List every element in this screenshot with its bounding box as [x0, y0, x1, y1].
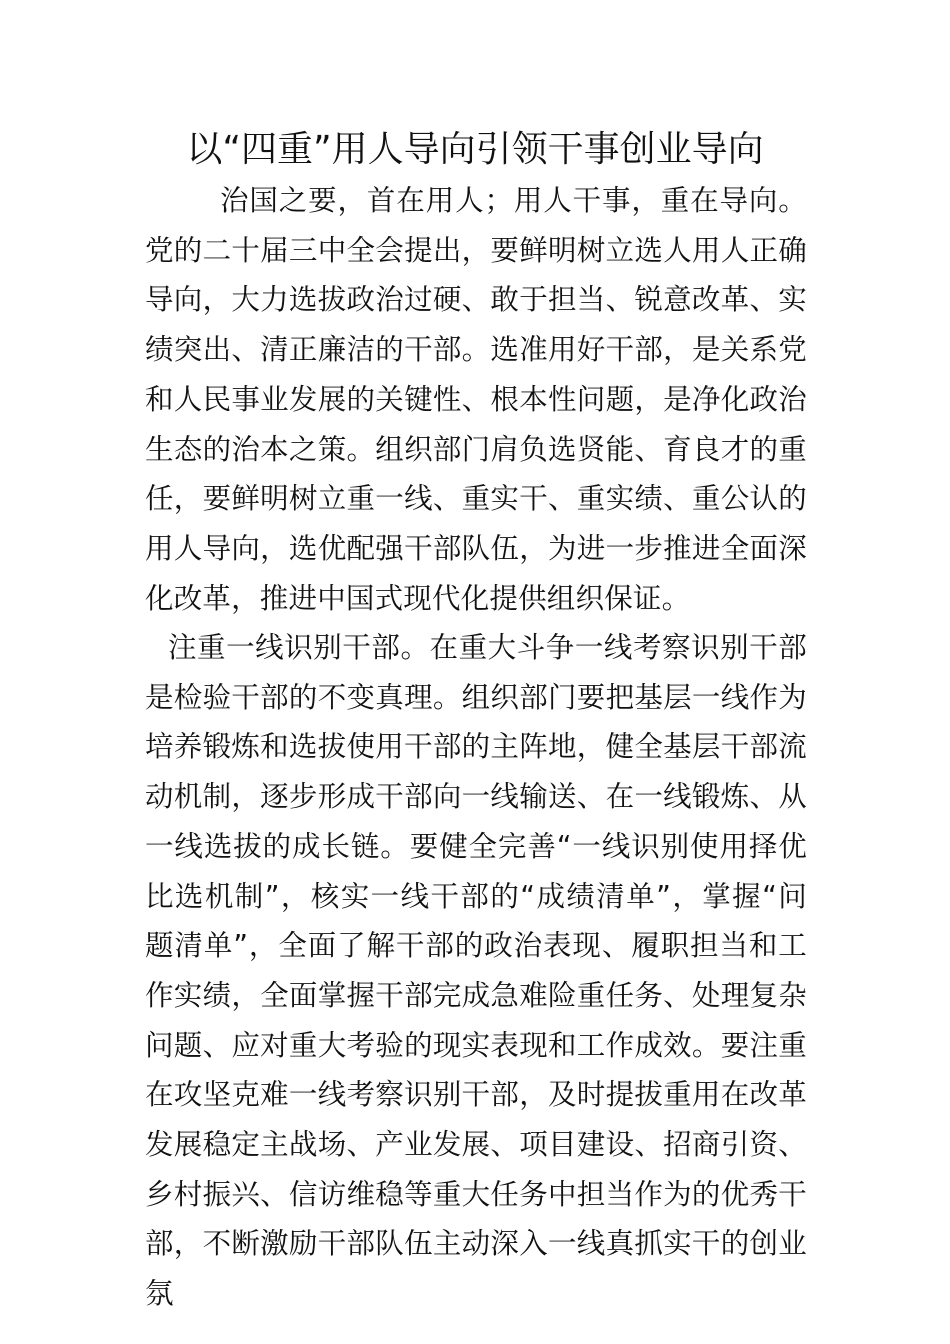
document-title: 以“四重”用人导向引领干事创业导向 — [186, 129, 764, 170]
paragraph-intro: 治国之要，首在用人；用人干事，重在导向。党的二十届三中全会提出，要鲜明树立选人用人正确导向，大力选拔政治过硬、敢于担当、锐意改革、实绩突出、清正廉洁的干部。选准用好干部，是关系党和人民事业发展的关键性、根本性问题，是净化政治生态的治本之策。组织部门肩负选贤能、育良才的重任，要鲜明树立重一线、重实干、重实绩、重公认的用人导向，选优配强干部队伍，为进一步推进全面深化改革，推进中国式现代化提供组织保证。 — [145, 184, 807, 615]
paragraph-frontline: 注重一线识别干部。在重大斗争一线考察识别干部是检验干部的不变真理。组织部门要把基层一线作为培养锻炼和选拔使用干部的主阵地，健全基层干部流动机制，逐步形成干部向一线输送、在一线锻炼、从一线选拔的成长链。要健全完善“一线识别使用择优比选机制”，核实一线干部的“成绩清单”，掌握“问题清单”，全面了解干部的政治表现、履职担当和工作实绩，全面掌握干部完成急难险重任务、处理复杂问题、应对重大考验的现实表现和工作成效。要注重在攻坚克难一线考察识别干部，及时提拔重用在改革发展稳定主战场、产业发展、项目建设、招商引资、乡村振兴、信访维稳等重大任务中担当作为的优秀干部，不断激励干部队伍主动深入一线真抓实干的创业氛 — [145, 631, 807, 1311]
